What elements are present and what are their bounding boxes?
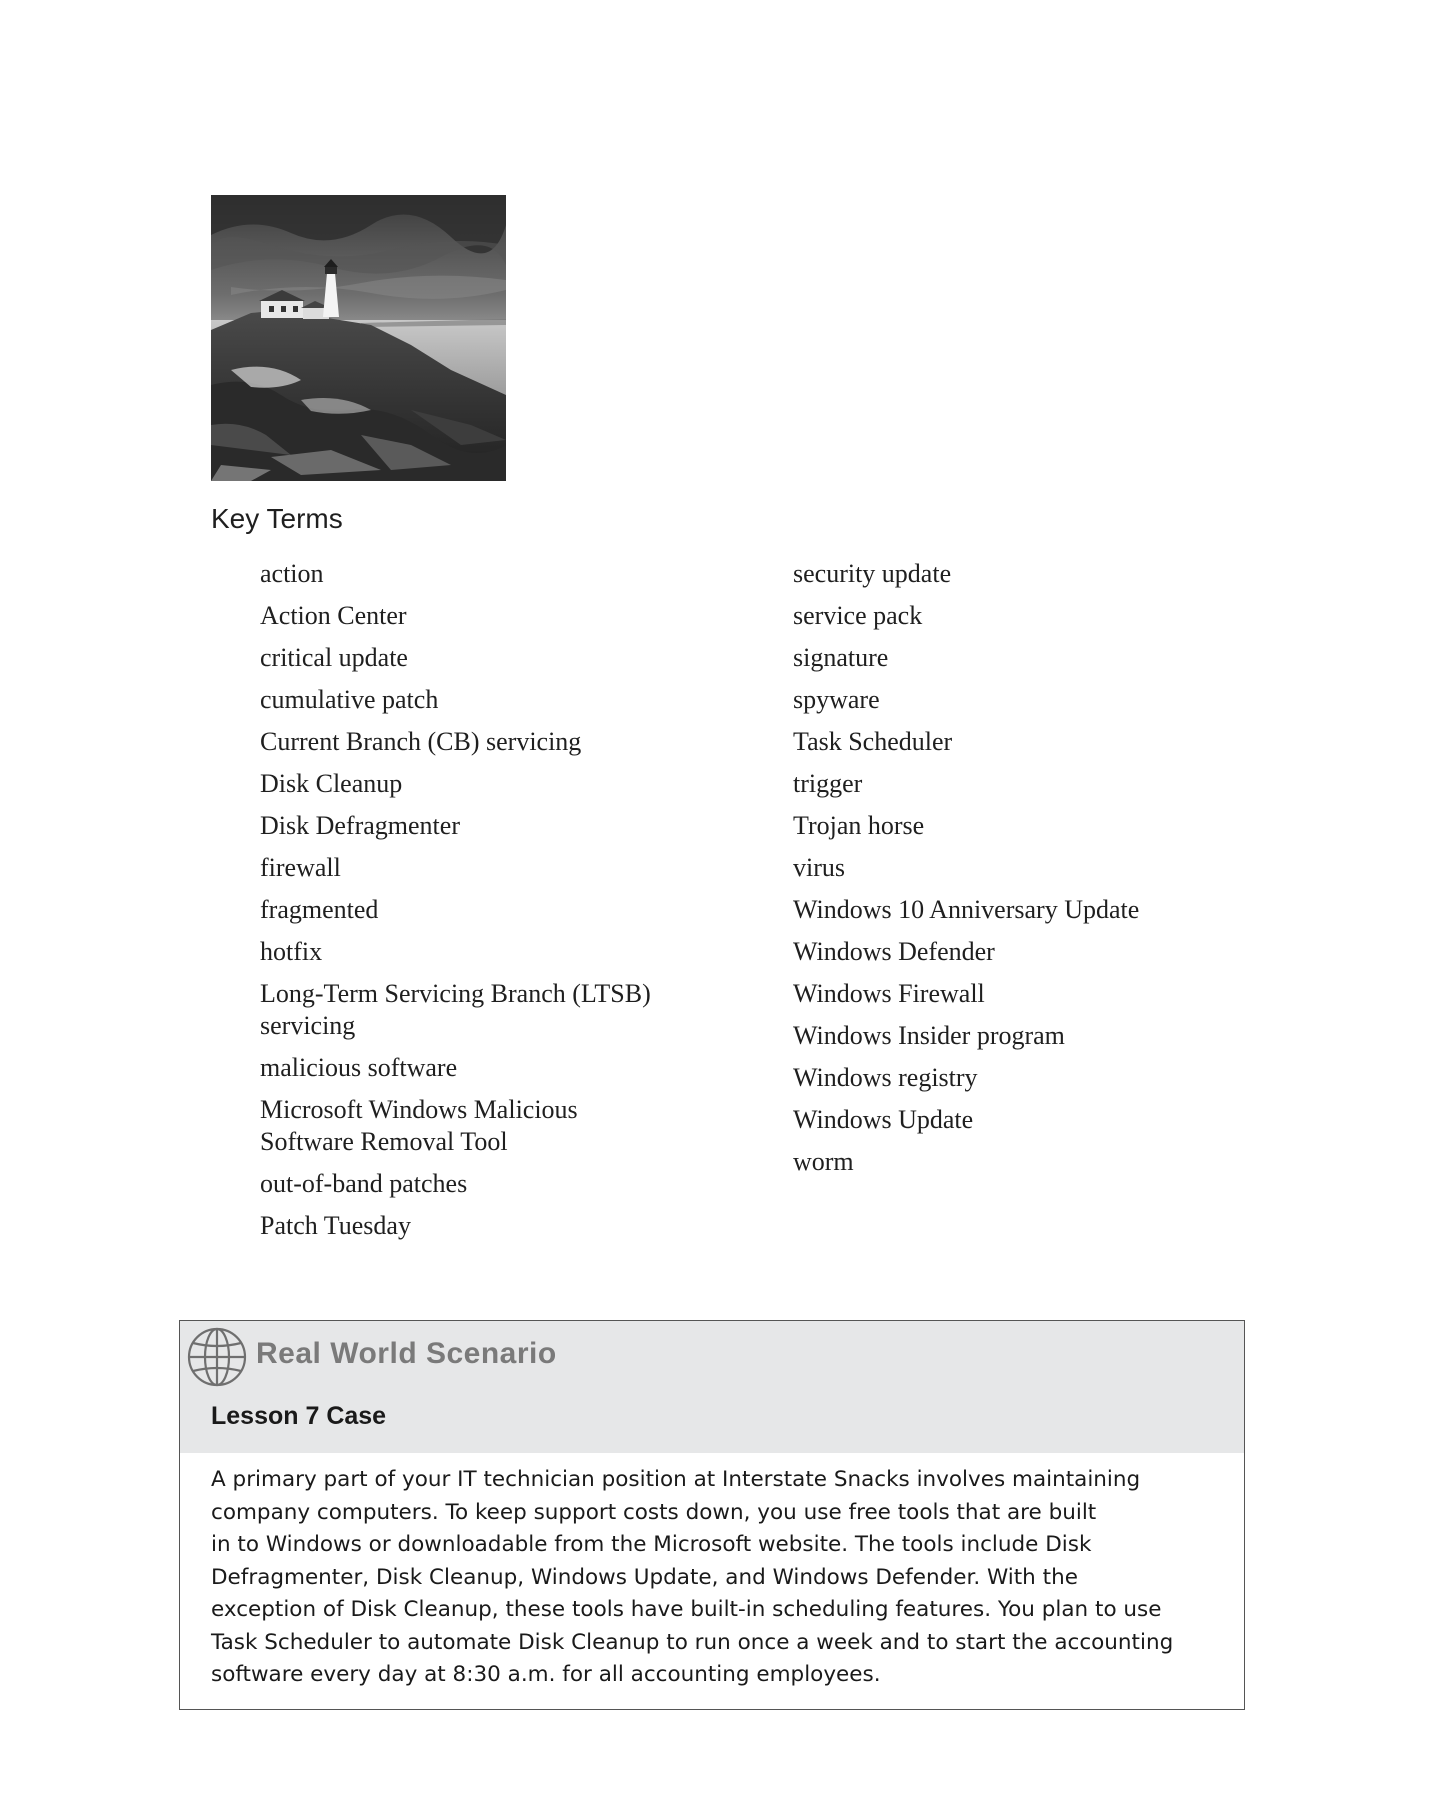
key-term-item: action <box>260 559 324 588</box>
key-term-item: hotfix <box>260 937 323 966</box>
key-term-item: Windows Insider program <box>793 1021 1065 1050</box>
key-term-item: Disk Defragmenter <box>260 811 460 840</box>
key-terms-right-column <box>793 558 1293 1188</box>
key-term-item: Task Scheduler <box>793 727 953 756</box>
key-term-item: fragmented <box>260 895 379 924</box>
scenario-header <box>180 1321 1244 1453</box>
key-term-item: Microsoft Windows Malicious Software Removal Tool <box>260 1095 578 1156</box>
key-term-item: cumulative patch <box>260 685 439 714</box>
key-term-item: out-of-band patches <box>260 1169 468 1198</box>
scenario-title: Real World Scenario <box>256 1337 557 1370</box>
key-term-item: Windows Update <box>793 1105 974 1134</box>
key-term-item: Windows 10 Anniversary Update <box>793 895 1140 924</box>
key-term-item: Disk Cleanup <box>260 769 403 798</box>
key-terms-heading: Key Terms <box>211 503 343 534</box>
globe-icon <box>186 1326 248 1388</box>
key-term-item: firewall <box>260 853 341 882</box>
key-term-item: virus <box>793 853 845 882</box>
key-term-item: Windows registry <box>793 1063 978 1092</box>
key-term-item: Long-Term Servicing Branch (LTSB) servicing <box>260 979 651 1040</box>
key-terms-left-column <box>260 558 720 1252</box>
key-term-item: Trojan horse <box>793 811 925 840</box>
key-term-item: Patch Tuesday <box>260 1211 411 1240</box>
key-term-item: Action Center <box>260 601 407 630</box>
key-term-item: malicious software <box>260 1053 458 1082</box>
key-term-item: critical update <box>260 643 408 672</box>
case-body: A primary part of your IT technician position at Interstate Snacks involves maintaining company computers. To keep support costs down, you use free tools that are built in to Windows or downloadable from the Microsoft website. The tools include Disk Defragmenter, Disk Cleanup, Windows Update, and Windows Defender. With the exception of Disk Cleanup, these tools have built-in scheduling features. You plan to use Task Scheduler to automate Disk Cleanup to run once a week and to start the accounting software every day at 8:30 a.m. for all accounting employees. <box>211 1467 1174 1687</box>
case-title: Lesson 7 Case <box>211 1402 387 1430</box>
key-term-item: service pack <box>793 601 923 630</box>
key-term-item: signature <box>793 643 889 672</box>
key-term-item: security update <box>793 559 952 588</box>
key-term-item: Windows Firewall <box>793 979 985 1008</box>
key-term-item: Current Branch (CB) servicing <box>260 727 582 756</box>
key-term-item: worm <box>793 1147 854 1176</box>
key-term-item: trigger <box>793 769 863 798</box>
real-world-scenario-box <box>179 1320 1245 1710</box>
key-term-item: Windows Defender <box>793 937 995 966</box>
lighthouse-photo <box>211 195 506 481</box>
key-term-item: spyware <box>793 685 880 714</box>
